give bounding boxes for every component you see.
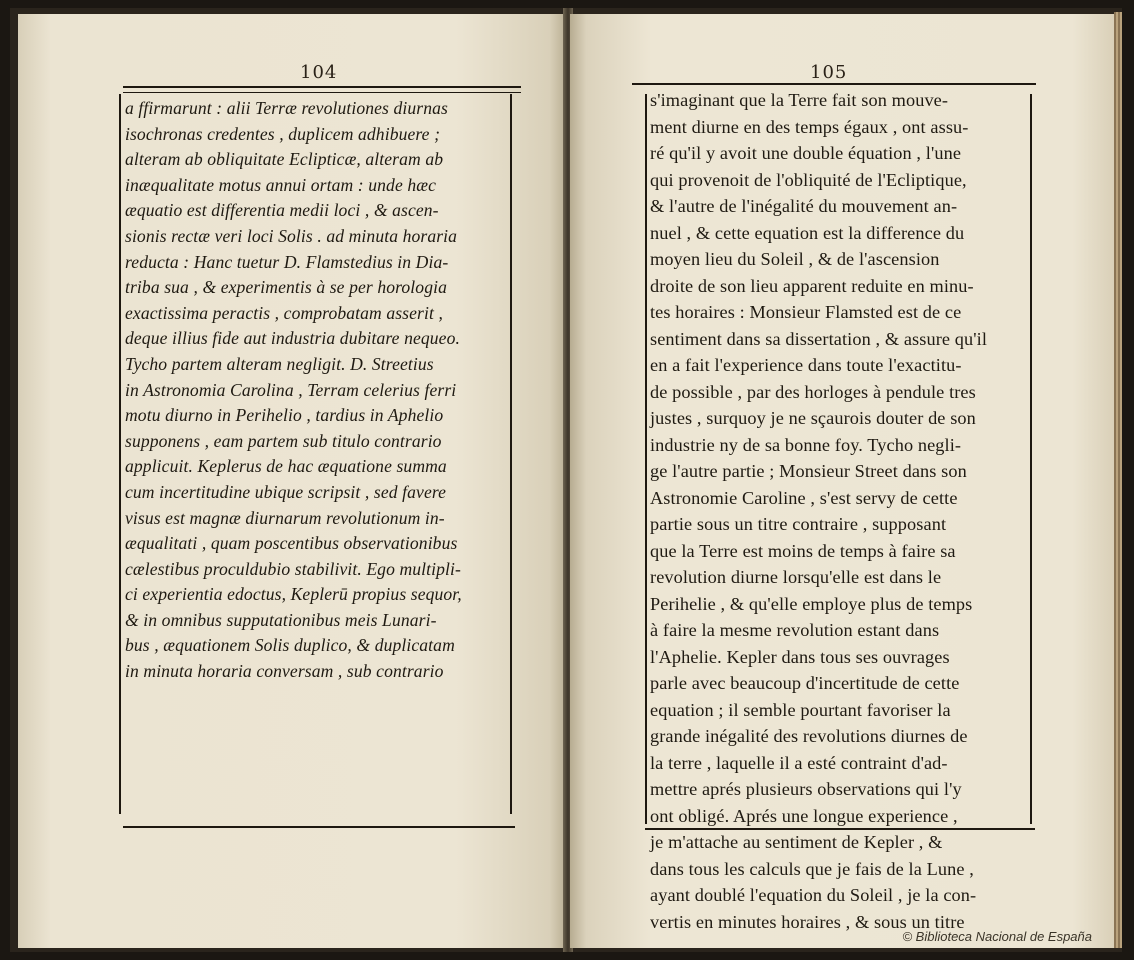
text-line: a ffirmarunt : alii Terræ revolutiones diurnas [125, 98, 448, 118]
text-line: sionis rectæ veri loci Solis . ad minuta horaria [125, 225, 458, 246]
bottom-rule [123, 826, 515, 828]
page-edges [1114, 12, 1122, 948]
text-line: à faire la mesme revolution estant dans [650, 620, 940, 640]
latin-text-block [125, 96, 509, 685]
french-text-block [650, 87, 1030, 935]
text-line: equation ; il semble pourtant favoriser la [650, 699, 951, 720]
text-line: grande inégalité des revolutions diurnes de [650, 726, 968, 746]
text-line: visus est magnæ diurnarum revolutionum in- [125, 507, 445, 528]
page-number: 104 [300, 62, 338, 83]
text-line: inæqualitate motus annui ortam : unde hæc [125, 174, 437, 195]
left-page [18, 14, 566, 948]
text-line: qui provenoit de l'obliquité de l'Ecliptique, [650, 169, 967, 190]
text-line: l'Aphelie. Kepler dans tous ses ouvrages [650, 646, 950, 667]
copyright-notice: © Biblioteca Nacional de España [902, 929, 1092, 944]
text-line: & in omnibus supputationibus meis Lunari- [125, 609, 437, 630]
text-line: isochronas credentes , duplicem adhibuere ; [125, 123, 441, 144]
text-line: cum incertitudine ubique scripsit , sed favere [125, 481, 447, 502]
text-line: revolution diurne lorsqu'elle est dans le [650, 567, 942, 587]
text-line: in minuta horaria conversam , sub contrario [125, 661, 444, 682]
text-line: æqualitati , quam poscentibus observationibus [125, 533, 458, 554]
text-line: sentiment dans sa dissertation , & assure qu'il [650, 328, 988, 349]
text-line: ont obligé. Aprés une longue experience , [650, 805, 958, 826]
top-rule [123, 86, 521, 88]
left-rule [645, 94, 647, 824]
text-line: ment diurne en des temps égaux , ont assu- [650, 116, 969, 137]
text-line: je m'attache au sentiment de Kepler , & [650, 832, 943, 852]
text-line: deque illius fide aut industria dubitare nequeo. [125, 328, 460, 349]
text-line: mettre aprés plusieurs observations qui l'y [650, 779, 962, 799]
text-line: supponens , eam partem sub titulo contrario [125, 430, 442, 451]
text-line: parle avec beaucoup d'incertitude de cette [650, 673, 960, 693]
text-line: partie sous un titre contraire , supposant [650, 514, 947, 534]
text-line: reducta : Hanc tuetur D. Flamstedius in Dia- [125, 251, 449, 272]
right-page [570, 14, 1116, 948]
text-line: Perihelie , & qu'elle employe plus de temps [650, 593, 973, 614]
text-line: justes , surquoy je ne sçaurois douter de son [650, 408, 976, 428]
text-line: de possible , par des horloges à pendule tres [650, 381, 976, 402]
text-line: ci experientia edoctus, Keplerū propius sequor, [125, 584, 462, 605]
text-line: tes horaires : Monsieur Flamsted est de ce [650, 302, 962, 322]
right-rule [1030, 94, 1032, 824]
left-rule [119, 94, 121, 814]
text-line: Tycho partem alteram negligit. D. Streetius [125, 353, 434, 374]
text-line: dans tous les calculs que je fais de la Lune , [650, 858, 974, 879]
top-rule [632, 83, 1036, 85]
text-line: motu diurno in Perihelio , tardius in Aphelio [125, 405, 444, 426]
text-line: nuel , & cette equation est la difference du [650, 222, 965, 243]
text-line: droite de son lieu apparent reduite en minu- [650, 275, 974, 296]
page-number: 105 [810, 62, 848, 83]
text-line: vertis en minutes horaires , & sous un titre [650, 911, 965, 932]
text-line: ayant doublé l'equation du Soleil , je la con- [650, 885, 977, 905]
text-line: & l'autre de l'inégalité du mouvement an- [650, 196, 958, 216]
text-line: exactissima peractis , comprobatam asserit , [125, 302, 443, 323]
text-line: moyen lieu du Soleil , & de l'ascension [650, 249, 940, 269]
text-line: que la Terre est moins de temps à faire sa [650, 540, 956, 561]
text-line: la terre , laquelle il a esté contraint d'ad- [650, 752, 948, 773]
text-line: in Astronomia Carolina , Terram celerius ferri [125, 379, 457, 400]
text-line: bus , æquationem Solis duplico, & duplicatam [125, 635, 455, 656]
text-line: industrie ny de sa bonne foy. Tycho negli- [650, 434, 962, 455]
text-line: applicuit. Keplerus de hac æquatione summa [125, 456, 447, 477]
text-line: triba sua , & experimentis à se per horologia [125, 277, 447, 298]
right-rule [510, 94, 512, 814]
text-line: s'imaginant que la Terre fait son mouve- [650, 90, 949, 110]
text-line: æquatio est differentia medii loci , & ascen- [125, 200, 439, 221]
text-line: ré qu'il y avoit une double équation , l'une [650, 143, 962, 163]
text-line: en a fait l'experience dans toute l'exactitu- [650, 355, 962, 375]
text-line: ge l'autre partie ; Monsieur Street dans son [650, 461, 967, 481]
top-rule-thin [123, 92, 521, 93]
open-book [10, 8, 1122, 952]
text-line: alteram ab obliquitate Eclipticæ, alteram ab [125, 149, 444, 170]
text-line: cælestibus proculdubio stabilivit. Ego multipli- [125, 558, 461, 579]
text-line: Astronomie Caroline , s'est servy de cette [650, 487, 958, 508]
